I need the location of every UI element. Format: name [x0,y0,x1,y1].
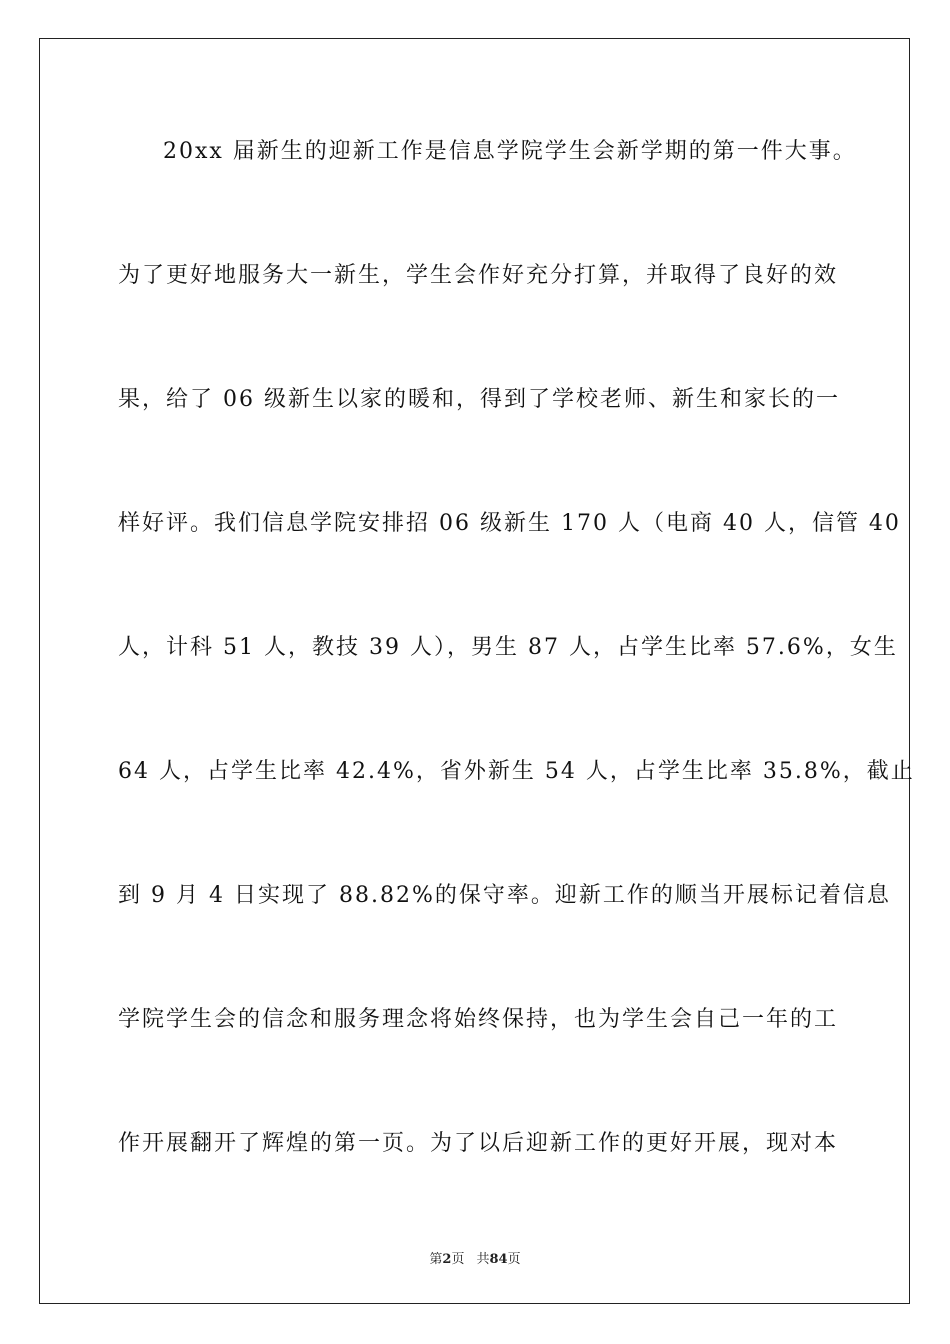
paragraph-line: 到 9 月 4 日实现了 88.82%的保守率。迎新工作的顺当开展标记着信息 [118,883,891,908]
page-suffix: 页 [451,1252,465,1267]
page-prefix: 第 [429,1252,443,1267]
paragraph-line: 样好评。我们信息学院安排招 06 级新生 170 人（电商 40 人，信管 40 [118,511,901,536]
paragraph-line: 20xx 届新生的迎新工作是信息学院学生会新学期的第一件大事。 [163,139,857,164]
page-footer [0,1248,950,1267]
total-pages: 84 [489,1252,508,1267]
total-prefix: 共 [476,1252,490,1267]
page-number-label [429,1248,464,1267]
paragraph-line: 人，计科 51 人，教技 39 人），男生 87 人，占学生比率 57.6%，女生 [118,635,898,660]
total-pages-label [476,1248,520,1267]
paragraph-line: 作开展翻开了辉煌的第一页。为了以后迎新工作的更好开展，现对本 [118,1131,839,1156]
paragraph-line: 为了更好地服务大一新生，学生会作好充分打算，并取得了良好的效 [118,263,839,288]
paragraph-line: 学院学生会的信念和服务理念将始终保持，也为学生会自己一年的工 [118,1007,839,1032]
page-number: 2 [442,1252,452,1267]
paragraph-line: 果，给了 06 级新生以家的暖和，得到了学校老师、新生和家长的一 [118,387,840,412]
total-suffix: 页 [507,1252,521,1267]
paragraph-line: 64 人，占学生比率 42.4%，省外新生 54 人，占学生比率 35.8%，截止 [118,759,915,784]
document-body [118,130,915,1246]
